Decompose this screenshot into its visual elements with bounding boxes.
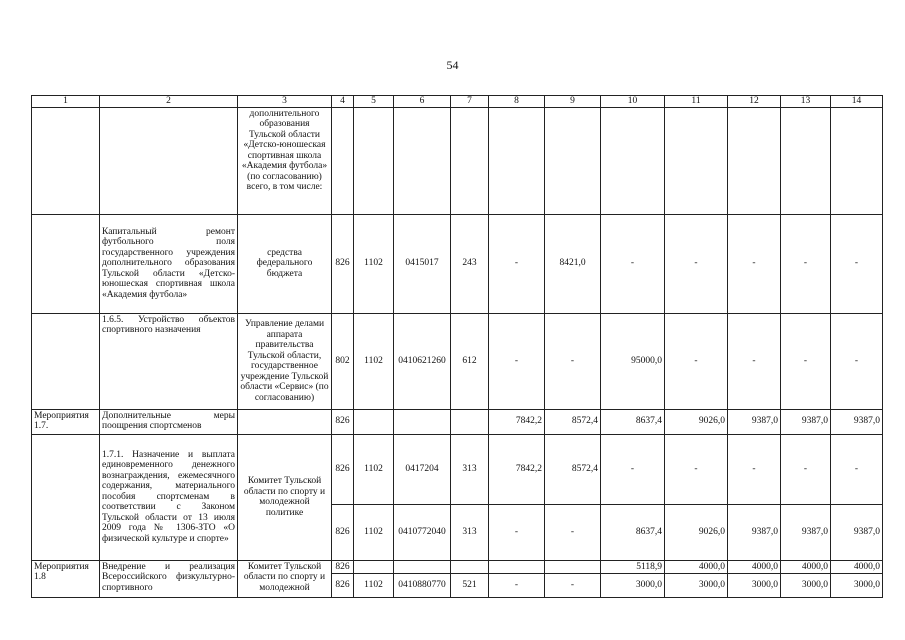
cell	[489, 107, 545, 214]
cell: 3000,0	[831, 574, 883, 598]
cell: -	[601, 434, 665, 504]
cell: 4000,0	[728, 560, 781, 574]
executor-cell: Комитет Тульской области по спорту и молодежной политике	[238, 434, 332, 560]
cell: -	[545, 574, 601, 598]
cell	[831, 107, 883, 214]
cell: 7842,2	[489, 434, 545, 504]
cell: 4000,0	[665, 560, 728, 574]
cell: 0410772040	[394, 504, 451, 560]
measure-name-cell: Дополнительные меры поощрения спортсменов	[100, 409, 238, 434]
cell	[32, 313, 100, 409]
cell: 8637,4	[601, 504, 665, 560]
cell	[32, 214, 100, 313]
cell: -	[831, 214, 883, 313]
cell: -	[601, 214, 665, 313]
cell: 0417204	[394, 434, 451, 504]
col-header: 1	[32, 96, 100, 108]
col-header: 6	[394, 96, 451, 108]
cell: 8637,4	[601, 409, 665, 434]
measure-name-cell: 1.6.5. Устройство объектов спортивного назначения	[100, 313, 238, 409]
cell: 9387,0	[728, 504, 781, 560]
table-row	[32, 214, 883, 313]
executor-cell: дополнительного образования Тульской области «Детско-юношеская спортивная школа «Академия футбола» (по согласованию) всего, в том числе:	[238, 107, 332, 214]
cell	[545, 560, 601, 574]
cell: 9026,0	[665, 504, 728, 560]
cell: 826	[332, 409, 354, 434]
cell: 9026,0	[665, 409, 728, 434]
cell	[332, 107, 354, 214]
cell: 0410621260	[394, 313, 451, 409]
col-header: 10	[601, 96, 665, 108]
cell: 1102	[354, 574, 394, 598]
cell: -	[545, 504, 601, 560]
cell: 1102	[354, 504, 394, 560]
cell: -	[665, 434, 728, 504]
cell	[394, 107, 451, 214]
cell: 3000,0	[601, 574, 665, 598]
cell: 4000,0	[781, 560, 831, 574]
page-number: 54	[446, 58, 459, 72]
cell: 9387,0	[831, 409, 883, 434]
table-row	[32, 313, 883, 409]
cell	[665, 107, 728, 214]
cell: 9387,0	[781, 409, 831, 434]
cell: 3000,0	[665, 574, 728, 598]
executor-cell: Комитет Тульской области по спорту и молодежной	[238, 560, 332, 598]
cell	[545, 107, 601, 214]
cell	[451, 107, 489, 214]
col-header: 12	[728, 96, 781, 108]
table-row	[32, 434, 883, 504]
cell: 1102	[354, 434, 394, 504]
cell	[489, 560, 545, 574]
cell: -	[489, 313, 545, 409]
cell	[601, 107, 665, 214]
cell	[451, 409, 489, 434]
cell: 1102	[354, 313, 394, 409]
cell: 5118,9	[601, 560, 665, 574]
cell: -	[489, 504, 545, 560]
col-header: 7	[451, 96, 489, 108]
executor-cell: Управление делами аппарата правительства Тульской области, государственное учреждение Тульской области «Сервис» (по согласованию)	[238, 313, 332, 409]
executor-cell: средства федерального бюджета	[238, 214, 332, 313]
measure-number-cell: Мероприятия 1.8	[32, 560, 100, 598]
cell: 313	[451, 434, 489, 504]
cell: 521	[451, 574, 489, 598]
col-header: 5	[354, 96, 394, 108]
measure-number-cell: Мероприятия 1.7.	[32, 409, 100, 434]
cell: 826	[332, 574, 354, 598]
cell: 1102	[354, 214, 394, 313]
budget-table	[31, 95, 883, 598]
cell: -	[831, 313, 883, 409]
col-header: 14	[831, 96, 883, 108]
cell: -	[831, 434, 883, 504]
cell: -	[728, 214, 781, 313]
cell: -	[781, 214, 831, 313]
cell: 95000,0	[601, 313, 665, 409]
cell: 8421,0	[545, 214, 601, 313]
cell: 8572,4	[545, 434, 601, 504]
cell: 3000,0	[728, 574, 781, 598]
cell: 4000,0	[831, 560, 883, 574]
cell: 9387,0	[831, 504, 883, 560]
cell: 9387,0	[781, 504, 831, 560]
cell: 826	[332, 504, 354, 560]
cell	[354, 409, 394, 434]
cell	[451, 560, 489, 574]
cell	[394, 409, 451, 434]
cell: -	[545, 313, 601, 409]
cell: 8572,4	[545, 409, 601, 434]
cell: -	[489, 574, 545, 598]
col-header: 4	[332, 96, 354, 108]
cell: 826	[332, 214, 354, 313]
table-row	[32, 560, 883, 574]
cell: -	[781, 434, 831, 504]
cell: 243	[451, 214, 489, 313]
cell: 802	[332, 313, 354, 409]
cell: 0415017	[394, 214, 451, 313]
cell	[32, 434, 100, 560]
cell: -	[489, 214, 545, 313]
cell	[394, 560, 451, 574]
cell: 826	[332, 560, 354, 574]
measure-name-cell: 1.7.1. Назначение и выплата единовременного денежного вознаграждения, ежемесячного содержания, материального пособия спортсменам в соответствии с Законом Тульской области от 13 июля 2009 года № 1306-ЗТО «О физической культуре и спорте»	[100, 434, 238, 560]
cell: 9387,0	[728, 409, 781, 434]
cell: -	[728, 434, 781, 504]
header-row	[32, 96, 883, 108]
cell: 826	[332, 434, 354, 504]
cell: 612	[451, 313, 489, 409]
col-header: 13	[781, 96, 831, 108]
col-header: 2	[100, 96, 238, 108]
cell	[354, 107, 394, 214]
col-header: 9	[545, 96, 601, 108]
measure-name-cell: Внедрение и реализация Всероссийского физкультурно-спортивного	[100, 560, 238, 598]
cell	[238, 409, 332, 434]
cell: -	[665, 313, 728, 409]
cell: 313	[451, 504, 489, 560]
col-header: 3	[238, 96, 332, 108]
cell	[781, 107, 831, 214]
cell: -	[665, 214, 728, 313]
table-row	[32, 409, 883, 434]
col-header: 8	[489, 96, 545, 108]
cell: 7842,2	[489, 409, 545, 434]
cell	[728, 107, 781, 214]
cell	[100, 107, 238, 214]
cell: 3000,0	[781, 574, 831, 598]
table-row	[32, 107, 883, 214]
cell	[354, 560, 394, 574]
measure-name-cell: Капитальный ремонт футбольного поля государственного учреждения дополнительного образования Тульской области «Детско-юношеская спортивная школа «Академия футбола»	[100, 214, 238, 313]
cell: -	[781, 313, 831, 409]
cell: -	[728, 313, 781, 409]
cell	[32, 107, 100, 214]
col-header: 11	[665, 96, 728, 108]
cell: 0410880770	[394, 574, 451, 598]
